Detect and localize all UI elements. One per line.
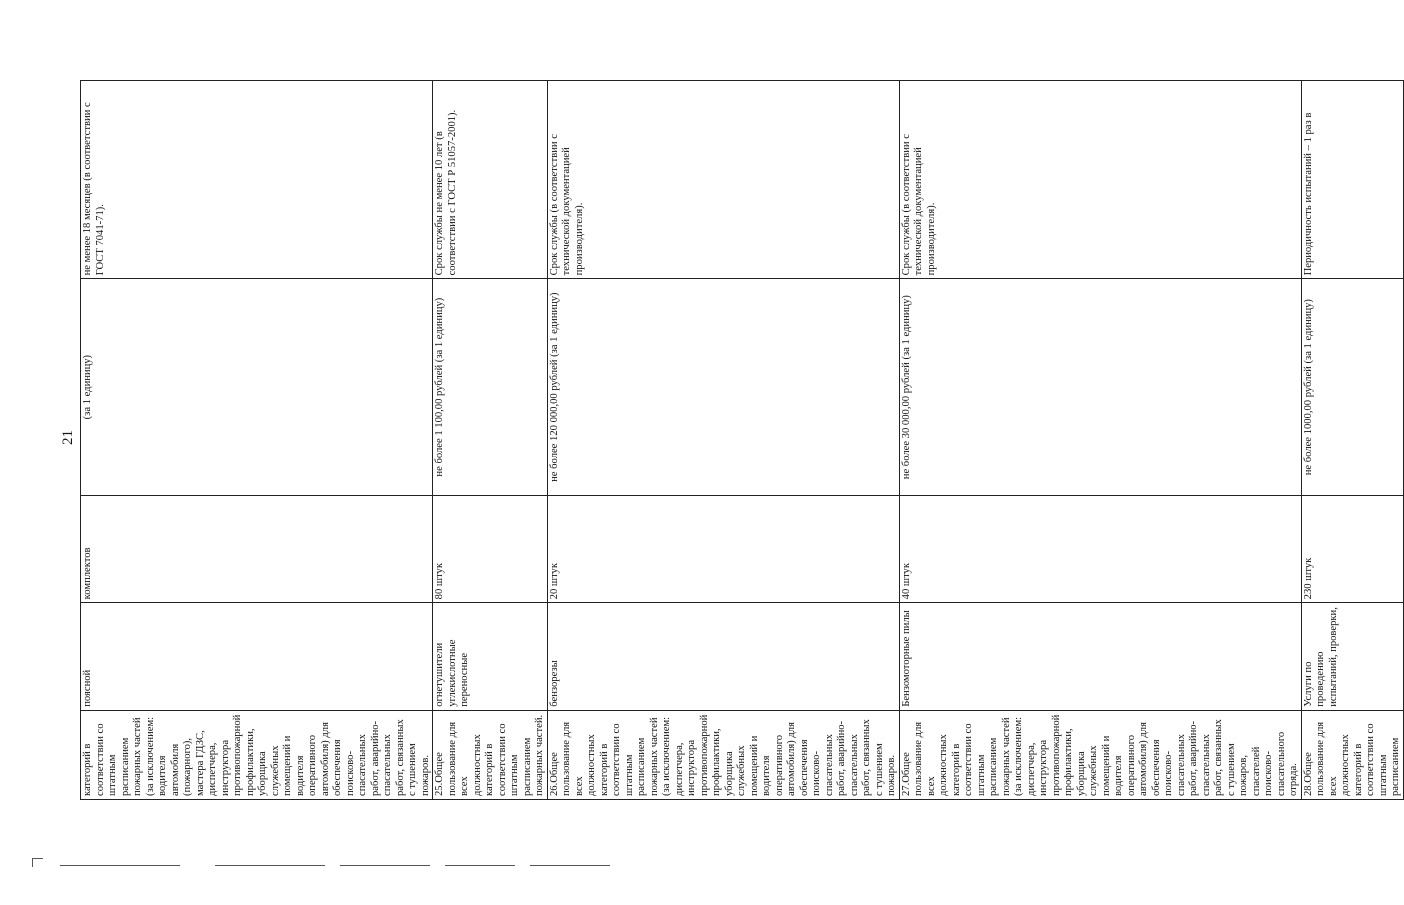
item-cell: бензорезы [547,603,899,710]
scan-edge-line [530,865,610,866]
table-row [433,81,548,800]
quantity-cell: 80 штук [433,495,548,602]
item-cell: Услуги по проведению испытаний, проверки, [1301,603,1403,710]
term-cell: Срок службы (в соответствии с технической документацией производителя). [547,81,899,279]
norms-table [80,80,1404,800]
category-cell: 27.Общее пользование для всех должностных категорий в соответствии со штатным расписанием пожарных частей (за исключением: диспетчера, инструктора противопожарной профилактики, уборщика служебных помещений и водителя оперативного автомобиля) для обеспечения поисково-спасательных работ, аварийно-спасательных работ, связанных с тушением пожаров, спасателей поисково-спасательного отряда. [899,710,1301,799]
table-row [1301,81,1403,800]
item-cell: Бензомоторные пилы [899,603,1301,710]
scan-edge-line [445,865,515,866]
item-cell: поясной [81,603,433,710]
scan-edge-line [340,865,430,866]
quantity-cell: 20 штук [547,495,899,602]
category-cell: 25.Общее пользование для всех должностных категорий в соответствии со штатным расписанием пожарных частей. [433,710,548,799]
item-cell: огнетушители углекислотные переносные [433,603,548,710]
scan-edge-line [60,865,180,866]
table-row [899,81,1301,800]
page-number: 21 [60,430,76,445]
term-cell: не менее 18 месяцев (в соответствии с ГОСТ 7041-71). [81,81,433,279]
quantity-cell: 40 штук [899,495,1301,602]
price-cell: (за 1 единицу) [81,279,433,496]
scan-edge-line [215,865,325,866]
term-cell: Срок службы не менее 10 лет (в соответствии с ГОСТ Р 51057-2001). [433,81,548,279]
price-cell: не более 30 000,00 рублей (за 1 единицу) [899,279,1301,496]
term-cell: Периодичность испытаний – 1 раз в [1301,81,1403,279]
price-cell: не более 1 100,00 рублей (за 1 единицу) [433,279,548,496]
quantity-cell: комплектов [81,495,433,602]
category-cell: 28.Общее пользование для всех должностных категорий в соответствии со штатным расписанием [1301,710,1403,799]
scan-corner-mark [32,858,43,867]
price-cell: не более 1000,00 рублей (за 1 единицу) [1301,279,1403,496]
quantity-cell: 230 штук [1301,495,1403,602]
table-row [81,81,433,800]
price-cell: не более 120 000,00 рублей (за 1 единицу) [547,279,899,496]
category-cell: 26.Общее пользование для всех должностных категорий в соответствии со штатным расписанием пожарных частей (за исключением: диспетчера, инструктора противопожарной профилактики, уборщика служебных помещений и водителя оперативного автомобиля) для обеспечения поисково-спасательных работ, аварийно-спасательных работ, связанных с тушением пожаров. [547,710,899,799]
term-cell: Срок службы (в соответствии с технической документацией производителя). [899,81,1301,279]
table-row [547,81,899,800]
rotated-table-container [80,80,1401,800]
category-cell: категорий в соответствии со штатным расписанием пожарных частей (за исключением: водителя автомобиля (пожарного), мастера ГДЗС, диспетчера, инструктора противопожарной профилактики, уборщика служебных помещений и водителя оперативного автомобиля) для обеспечения поисково-спасательных работ, аварийно-спасательных работ, связанных с тушением пожаров. [81,710,433,799]
